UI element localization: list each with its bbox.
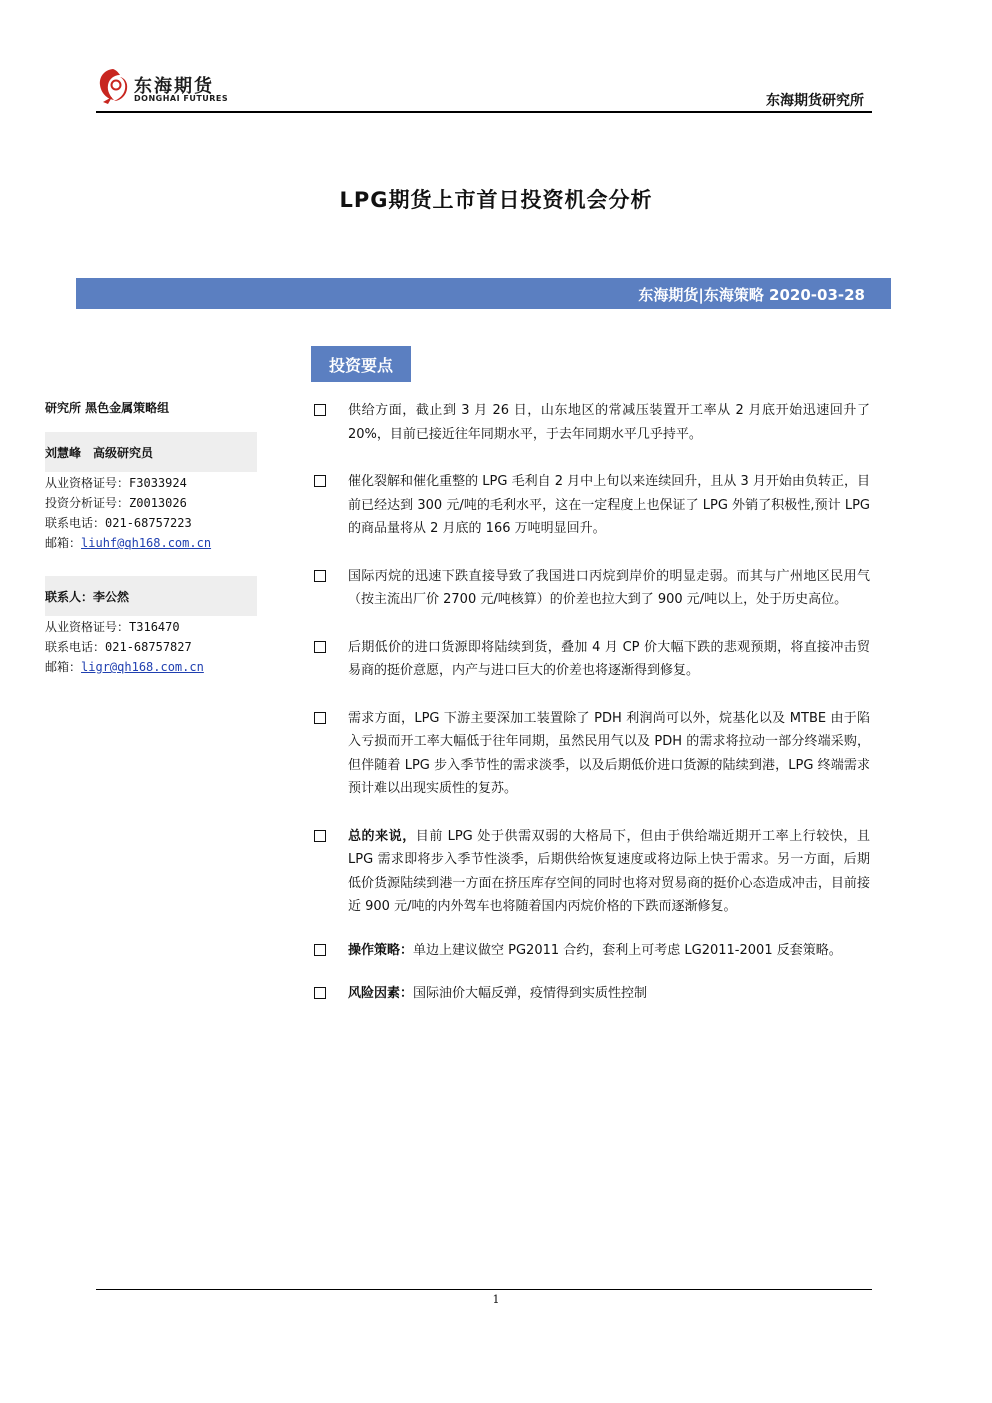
checkbox-bullet-icon: [314, 641, 326, 653]
analyst-name: 刘慧峰 高级研究员: [45, 446, 154, 460]
contact-qualification: 从业资格证号：T316470: [45, 620, 180, 634]
donghai-logo: [96, 66, 236, 110]
bullet-lead: 操作策略：: [348, 942, 414, 958]
analyst-email: 邮箱：liuhf@qh168.com.cn: [45, 536, 212, 550]
bullet-lead: 总的来说，: [348, 828, 416, 844]
key-points-list: [312, 399, 870, 1006]
logo-chinese-name: 东海期货: [134, 76, 214, 97]
checkbox-bullet-icon: [314, 404, 326, 416]
contact-name: 联系人：李公然: [45, 590, 130, 604]
section-tab-key-points: 投资要点: [311, 346, 411, 382]
checkbox-bullet-icon: [314, 712, 326, 724]
sidebar-department: 研究所 黑色金属策略组: [45, 401, 170, 415]
checkbox-bullet-icon: [314, 475, 326, 487]
analyst-email-link[interactable]: liuhf@qh168.com.cn: [81, 536, 212, 550]
checkbox-bullet-icon: [314, 987, 326, 999]
analyst-qualification: 从业资格证号：F3033924: [45, 476, 187, 490]
institute-name: 东海期货研究所: [766, 93, 864, 109]
dragon-logo-icon: [96, 66, 130, 106]
header-divider: [96, 111, 872, 113]
list-item: 催化裂解和催化重整的 LPG 毛利自 2 月中上旬以来连续回升，且从 3 月开始由负转正，目前已经达到 300 元/吨的毛利水平，这在一定程度上也保证了 LPG 外销了积极性,预计 LPG 的商品量将从 2 月底的 166 万吨明显回升。: [312, 470, 870, 541]
list-item: 风险因素：国际油价大幅反弹，疫情得到实质性控制: [312, 982, 870, 1006]
report-info-text: 东海期货|东海策略 2020-03-28: [638, 286, 865, 304]
checkbox-bullet-icon: [314, 830, 326, 842]
checkbox-bullet-icon: [314, 944, 326, 956]
logo-english-name: DONGHAI FUTURES: [134, 94, 229, 103]
list-item: 后期低价的进口货源即将陆续到货，叠加 4 月 CP 价大幅下跌的悲观预期，将直接冲击贸易商的挺价意愿，内产与进口巨大的价差也将逐渐得到修复。: [312, 636, 870, 683]
analyst-phone: 联系电话：021-68757223: [45, 516, 192, 530]
bullet-lead: 风险因素：: [348, 986, 414, 1001]
list-item: 需求方面，LPG 下游主要深加工装置除了 PDH 利润尚可以外，烷基化以及 MTBE 由于陷入亏损而开工率大幅低于往年同期，虽然民用气以及 PDH 的需求将拉动一部分终端采购，但伴随着 LPG 步入季节性的需求淡季，以及后期低价进口货源的陆续到港，LPG 终端需求预计难以出现实质性的复苏。: [312, 707, 870, 801]
contact-phone: 联系电话：021-68757827: [45, 640, 192, 654]
page-number: 1: [492, 1293, 500, 1306]
list-item: 总的来说，目前 LPG 处于供需双弱的大格局下，但由于供给端近期开工率上行较快，且 LPG 需求即将步入季节性淡季，后期供给恢复速度或将边际上快于需求。另一方面，后期低价货源陆续到港一方面在挤压库存空间的同时也将对贸易商的挺价心态造成冲击，目前接近 900 元/吨的内外驾车也将随着国内丙烷价格的下跌而逐渐修复。: [312, 825, 870, 919]
checkbox-bullet-icon: [314, 570, 326, 582]
list-item: 操作策略：单边上建议做空 PG2011 合约，套利上可考虑 LG2011-2001 反套策略。: [312, 939, 870, 963]
report-title: LPG期货上市首日投资机会分析: [339, 188, 653, 212]
report-info-band: [76, 278, 891, 309]
list-item: 供给方面，截止到 3 月 26 日，山东地区的常减压装置开工率从 2 月底开始迅速回升了 20%，目前已接近往年同期水平，于去年同期水平几乎持平。: [312, 399, 870, 446]
contact-email: 邮箱：ligr@qh168.com.cn: [45, 660, 204, 674]
contact-email-link[interactable]: ligr@qh168.com.cn: [81, 660, 204, 674]
footer-divider: [96, 1289, 872, 1290]
analyst-investment-cert: 投资分析证号：Z0013026: [45, 496, 187, 510]
list-item: 国际丙烷的迅速下跌直接导致了我国进口丙烷到岸价的明显走弱。而其与广州地区民用气（按主流出厂价 2700 元/吨核算）的价差也拉大到了 900 元/吨以上，处于历史高位。: [312, 565, 870, 612]
